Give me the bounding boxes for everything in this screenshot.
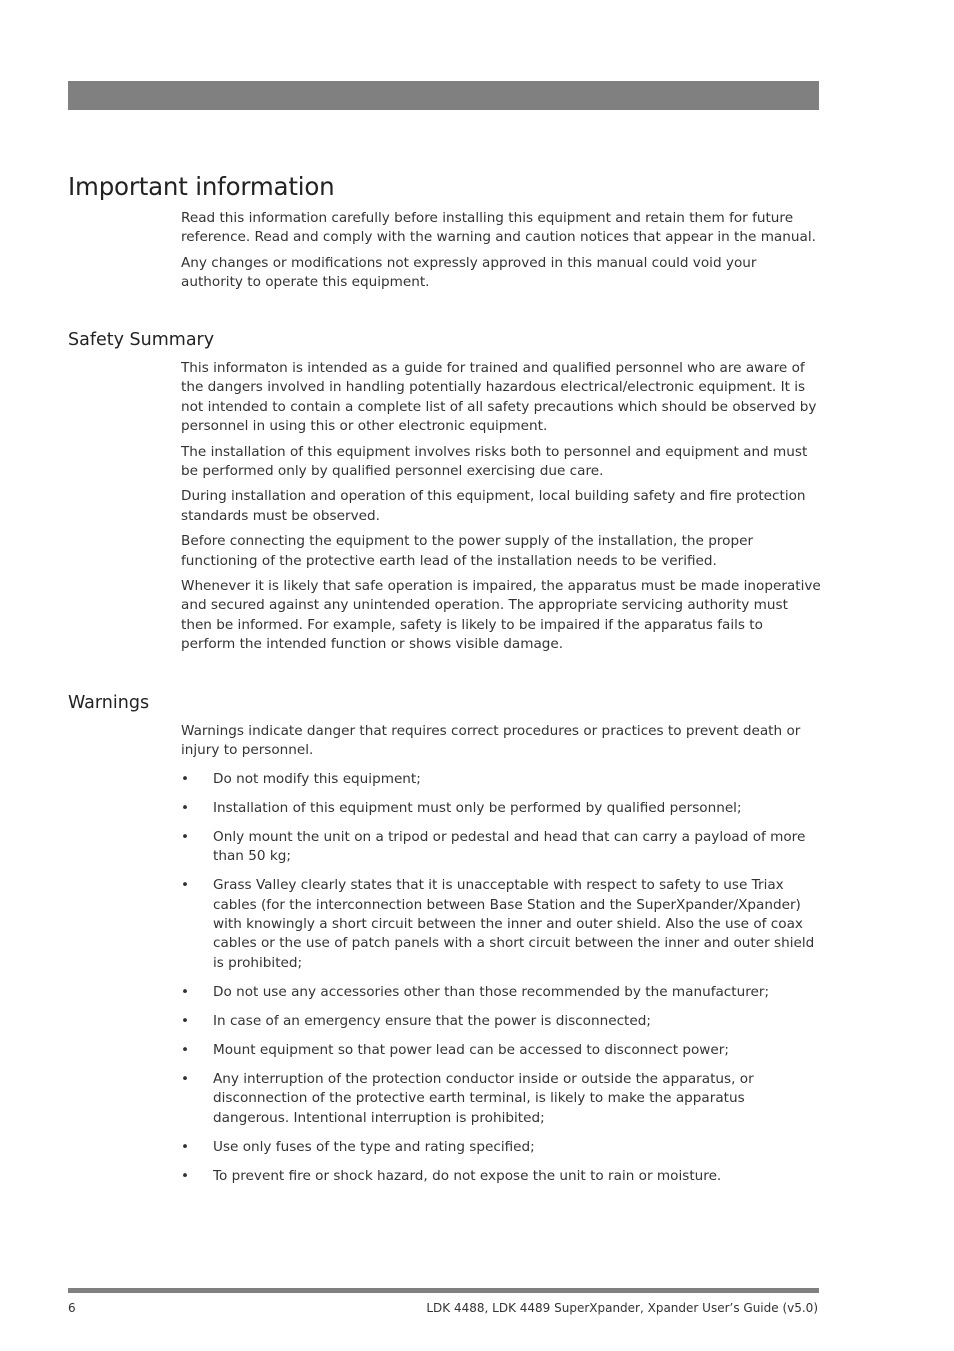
warning-text: Do not modify this equipment;	[213, 770, 421, 787]
list-item	[181, 1070, 821, 1128]
warning-list	[181, 770, 821, 1186]
warning-text: Do not use any accessories other than those recommended by the manufacturer;	[213, 983, 770, 1000]
bullet-icon: •	[181, 877, 190, 894]
safety-paragraph: This informaton is intended as a guide for trained and qualified personnel who are aware of the dangers involved in handling potentially hazardous electrical/electronic equipment. It is not intended to contain a complete list of all safety precautions which should be observed by personnel in using this or other electronic equipment.	[181, 360, 817, 435]
warning-text: Mount equipment so that power lead can be accessed to disconnect power;	[213, 1041, 729, 1058]
footer-bar	[68, 1288, 819, 1293]
warning-text: To prevent fire or shock hazard, do not expose the unit to rain or moisture.	[213, 1167, 722, 1184]
list-item	[181, 799, 821, 818]
document-title: LDK 4488, LDK 4489 SuperXpander, Xpander User’s Guide (v5.0)	[426, 1301, 818, 1315]
warnings-heading: Warnings	[68, 693, 150, 713]
bullet-icon: •	[181, 1167, 190, 1184]
list-item	[181, 1041, 821, 1060]
safety-paragraph: Whenever it is likely that safe operation is impaired, the apparatus must be made inoperative and secured against any unintended operation. The appropriate servicing authority must then be informed. For example, safety is likely to be impaired if the apparatus fails to perform the intended function or shows visible damage.	[181, 578, 821, 653]
warning-text: Only mount the unit on a tripod or pedestal and head that can carry a payload of more than 50 kg;	[213, 828, 806, 865]
warnings-block	[181, 722, 821, 1196]
list-item	[181, 1138, 821, 1157]
safety-paragraph: The installation of this equipment involves risks both to personnel and equipment and must be performed only by qualified personnel exercising due care.	[181, 443, 808, 480]
page-number: 6	[68, 1301, 76, 1315]
header-bar	[68, 81, 819, 110]
safety-paragraph: During installation and operation of this equipment, local building safety and fire protection standards must be observed.	[181, 488, 806, 524]
list-item	[181, 876, 821, 973]
bullet-icon: •	[181, 1012, 190, 1029]
list-item	[181, 1012, 821, 1031]
safety-summary-block	[181, 359, 821, 661]
intro-paragraph: Any changes or modifications not expressly approved in this manual could void your authority to operate this equipment.	[181, 254, 757, 291]
warning-text: Use only fuses of the type and rating specified;	[213, 1138, 535, 1155]
bullet-icon: •	[181, 983, 190, 1000]
warning-text: Grass Valley clearly states that it is unacceptable with respect to safety to use Triax cables (for the interconnection between Base Station and the SuperXpander/Xpander) with knowingly a short circuit between the inner and outer shield. Also the use of coax cables or the use of patch panels with a short circuit between the inner and outer shield is prohibited;	[213, 877, 815, 971]
bullet-icon: •	[181, 770, 190, 787]
list-item	[181, 983, 821, 1002]
bullet-icon: •	[181, 799, 190, 816]
list-item	[181, 828, 821, 867]
bullet-icon: •	[181, 828, 190, 845]
list-item	[181, 770, 821, 789]
safety-paragraph: Before connecting the equipment to the power supply of the installation, the proper functioning of the protective earth lead of the installation needs to be verified.	[181, 533, 754, 569]
list-item	[181, 1167, 821, 1186]
bullet-icon: •	[181, 1070, 190, 1087]
warning-text: Any interruption of the protection conductor inside or outside the apparatus, or disconnection of the protective earth terminal, is likely to make the apparatus dangerous. Intentional interruption is prohibited;	[213, 1070, 754, 1126]
intro-paragraph: Read this information carefully before installing this equipment and retain them for future reference. Read and comply with the warning and caution notices that appear in the manual.	[181, 210, 816, 246]
warnings-intro: Warnings indicate danger that requires correct procedures or practices to prevent death or injury to personnel.	[181, 723, 801, 759]
warning-text: In case of an emergency ensure that the power is disconnected;	[213, 1012, 651, 1029]
bullet-icon: •	[181, 1138, 190, 1155]
warning-text: Installation of this equipment must only be performed by qualified personnel;	[213, 799, 742, 816]
page-title: Important information	[68, 172, 335, 201]
safety-summary-heading: Safety Summary	[68, 330, 215, 350]
bullet-icon: •	[181, 1041, 190, 1058]
intro-block	[181, 209, 821, 299]
